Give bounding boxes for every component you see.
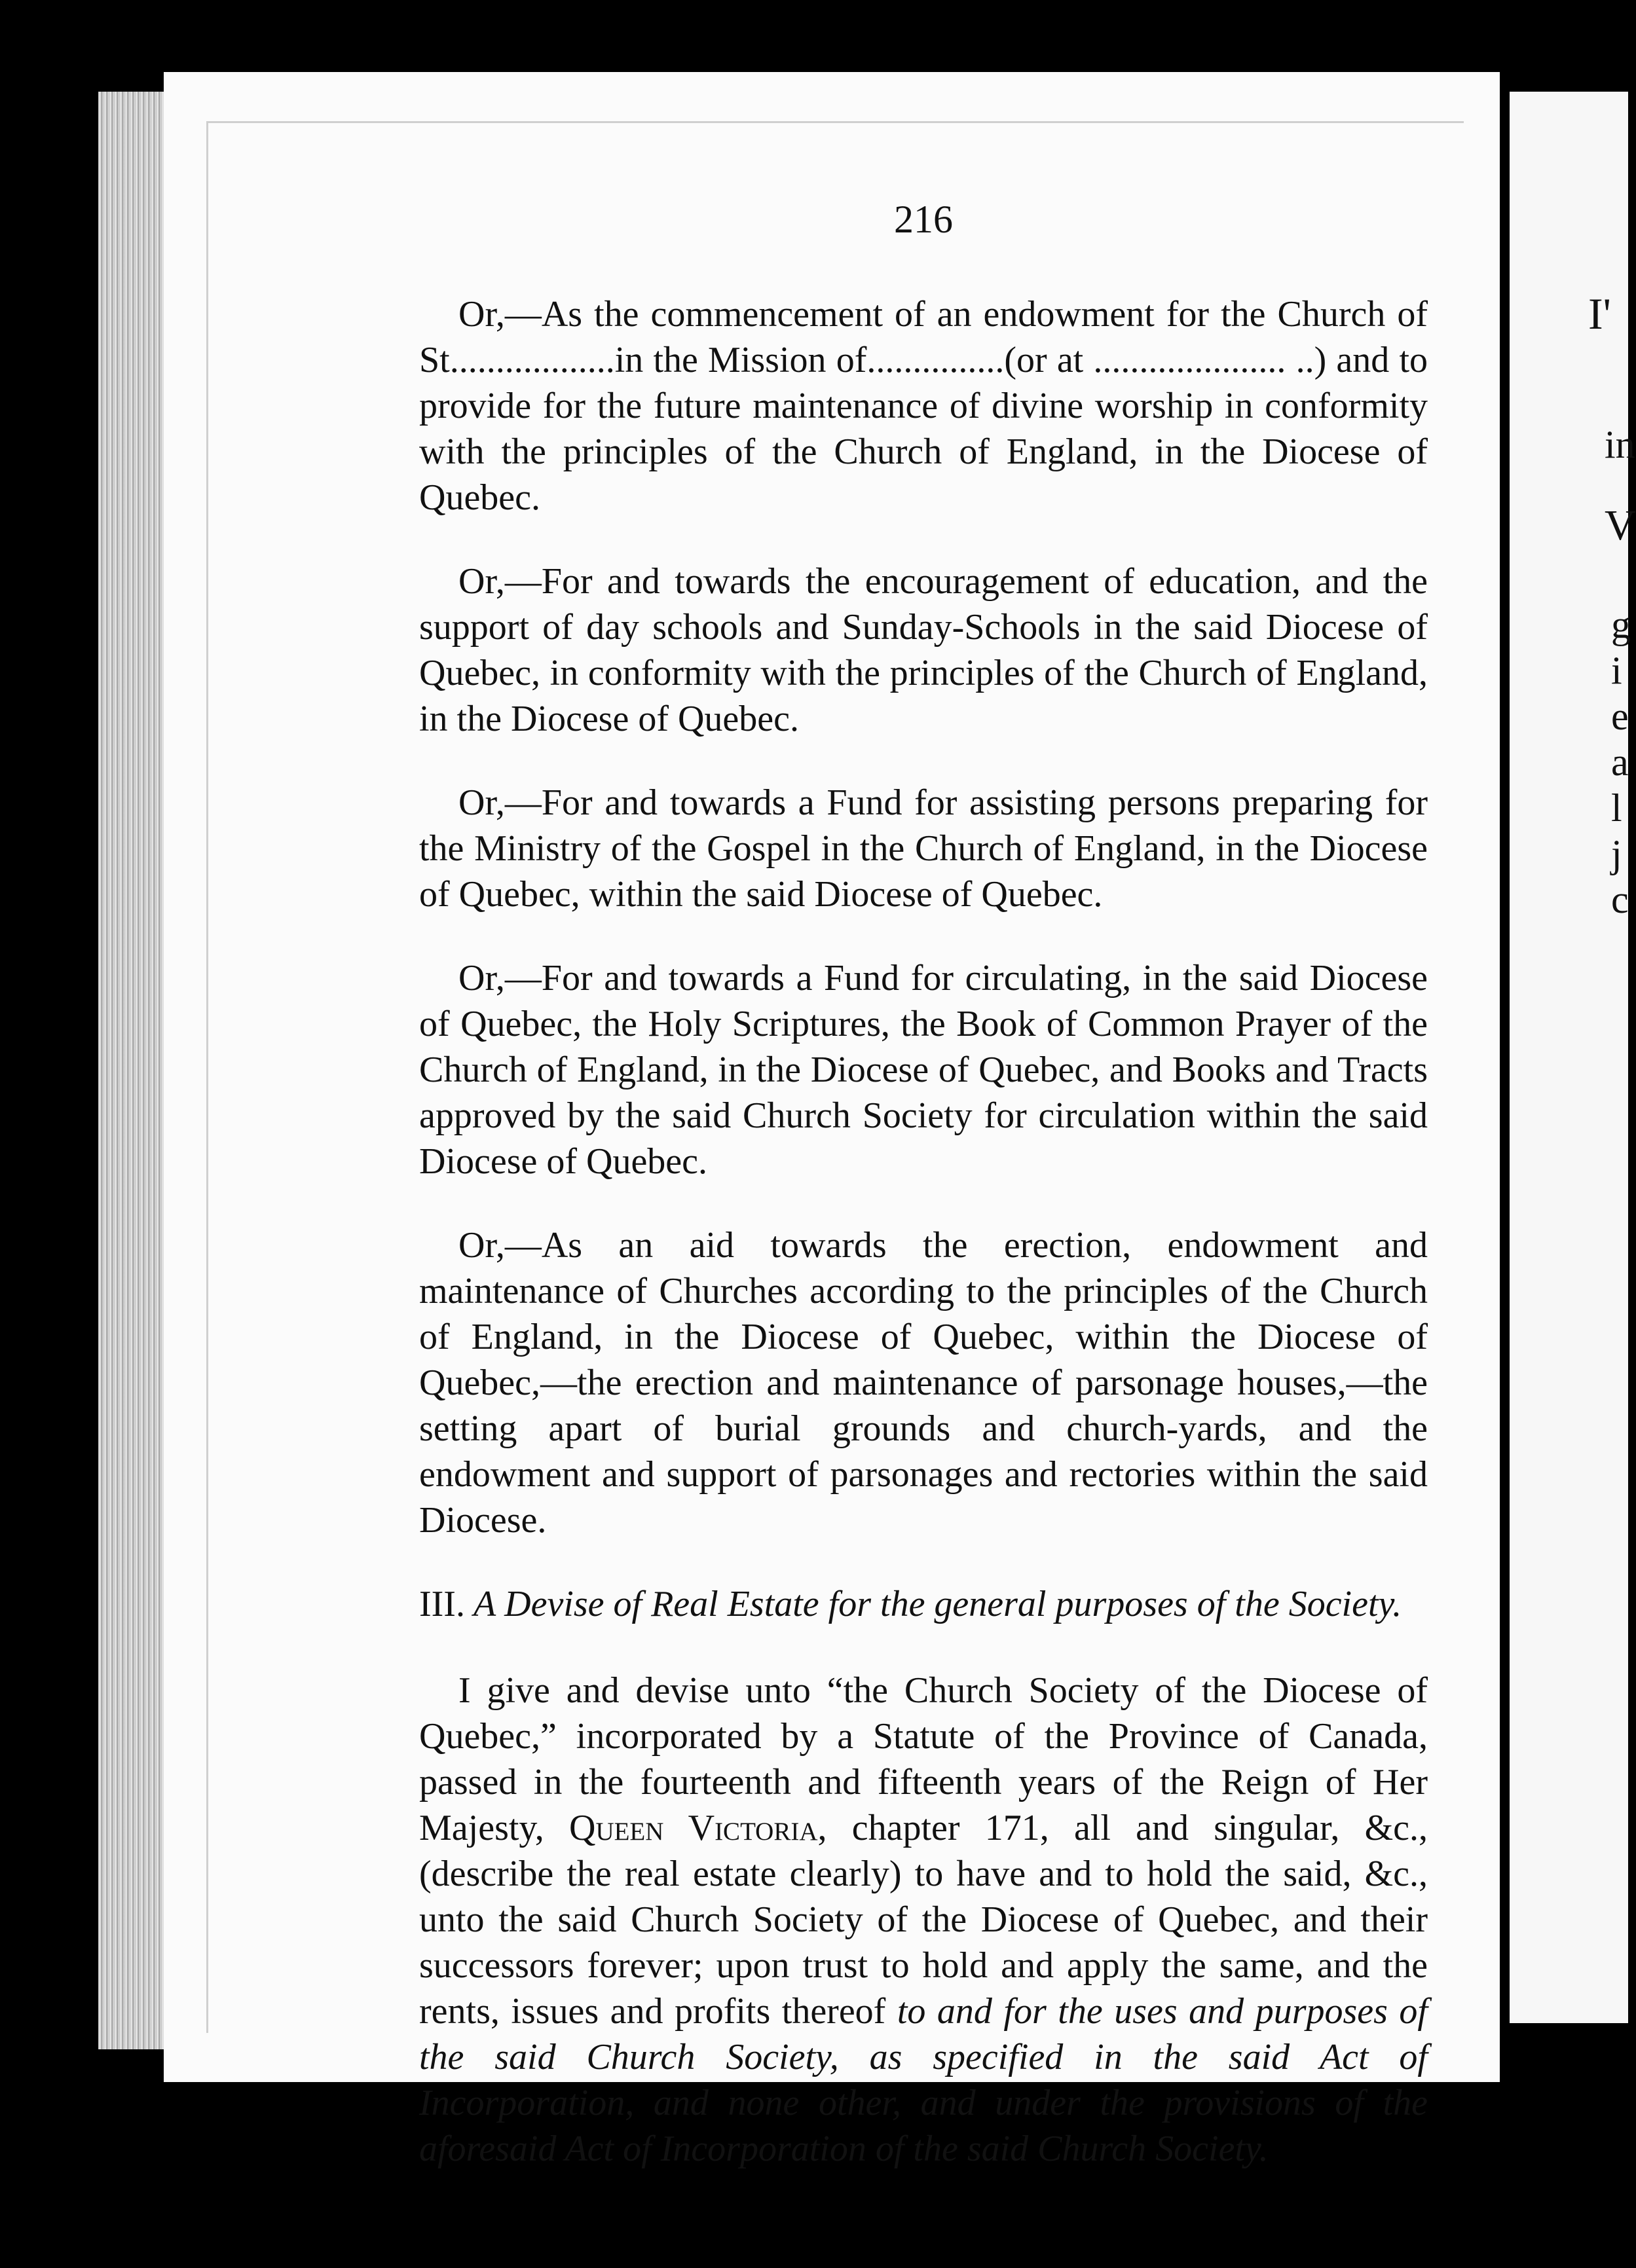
paragraph-scripture-fund: Or,—For and towards a Fund for circulating, in the said Diocese of Quebec, the Holy Scriptures, the Book of Common Prayer of the Church of England, in the Diocese of Quebec, and Books and Tracts approved by the said Church Society for circulation within the said Diocese of Quebec. — [419, 958, 1428, 1182]
facing-page-glyph: a — [1611, 741, 1629, 784]
facing-page-glyph: e — [1611, 695, 1629, 738]
devise-text-1: I give and devise unto “the Church Society of the Diocese of Quebec,” incorporated by a Statute of the Province of Canada, passed in the fourteenth and fifteenth years of the Reign of Her Majesty, — [419, 1670, 1428, 1848]
queen-name: Queen Victoria — [569, 1808, 818, 1848]
devise-italic-text: to and for the uses and purposes of the said Church Society, as specified in the said Act of Incorporation, and none other, and under the provisions of the aforesaid Act of Incorporation of the said Church Society. — [419, 1991, 1428, 2169]
facing-page-glyph: g — [1611, 603, 1631, 646]
paragraph-churches-aid: Or,—As an aid towards the erection, endowment and maintenance of Churches according to the principles of the Church of England, in the Diocese of Quebec, within the Diocese of Quebec,—the erection and maintenance of parsonage houses,—the setting apart of burial grounds and church-yards, and the endowment and support of parsonages and rectories within the said Diocese. — [419, 1225, 1428, 1541]
facing-page-glyph: in — [1605, 423, 1635, 466]
section-heading — [419, 1581, 1428, 1627]
page-text — [419, 196, 1428, 2210]
book-page-edges — [98, 92, 170, 2049]
facing-page-glyph: j — [1611, 832, 1622, 875]
facing-page-fragment — [1510, 92, 1636, 2023]
section-numeral: III. — [419, 1584, 465, 1624]
facing-page-glyph: l — [1611, 786, 1622, 830]
facing-page-glyph: I' — [1588, 289, 1611, 338]
paragraph-education: Or,—For and towards the encouragement of education, and the support of day schools and Sunday-Schools in the said Diocese of Quebec, in conformity with the principles of the Church of England, in the Diocese of Quebec. — [419, 561, 1428, 739]
paragraph-devise — [419, 1668, 1428, 2172]
paragraph-ministry-fund: Or,—For and towards a Fund for assisting persons preparing for the Ministry of the Gospel in the Church of England, in the Diocese of Quebec, within the said Diocese of Quebec. — [419, 782, 1428, 915]
devise-text-2: , chapter 171, all and singular, &c., (describe the real estate clearly) to have and to hold the said, &c., unto the said Church Society of the Diocese of Quebec, and their successors forever; upon trust to hold and apply the same, and the rents, issues and profits thereof — [419, 1808, 1428, 2032]
facing-page-glyph: V — [1605, 502, 1636, 549]
facing-page-glyph: c — [1611, 878, 1629, 921]
page-number: 216 — [894, 198, 953, 241]
facing-page-glyph: i — [1611, 649, 1622, 692]
paragraph-endowment: Or,—As the commencement of an endowment for the Church of St..................in the Mission of...............(or at ..................... ..) and to provide for the future maintenance of divine worship in conformity with the principles of the Church of England, in the Diocese of Quebec. — [419, 294, 1428, 518]
section-title: A Devise of Real Estate for the general purposes of the Society. — [473, 1584, 1402, 1624]
